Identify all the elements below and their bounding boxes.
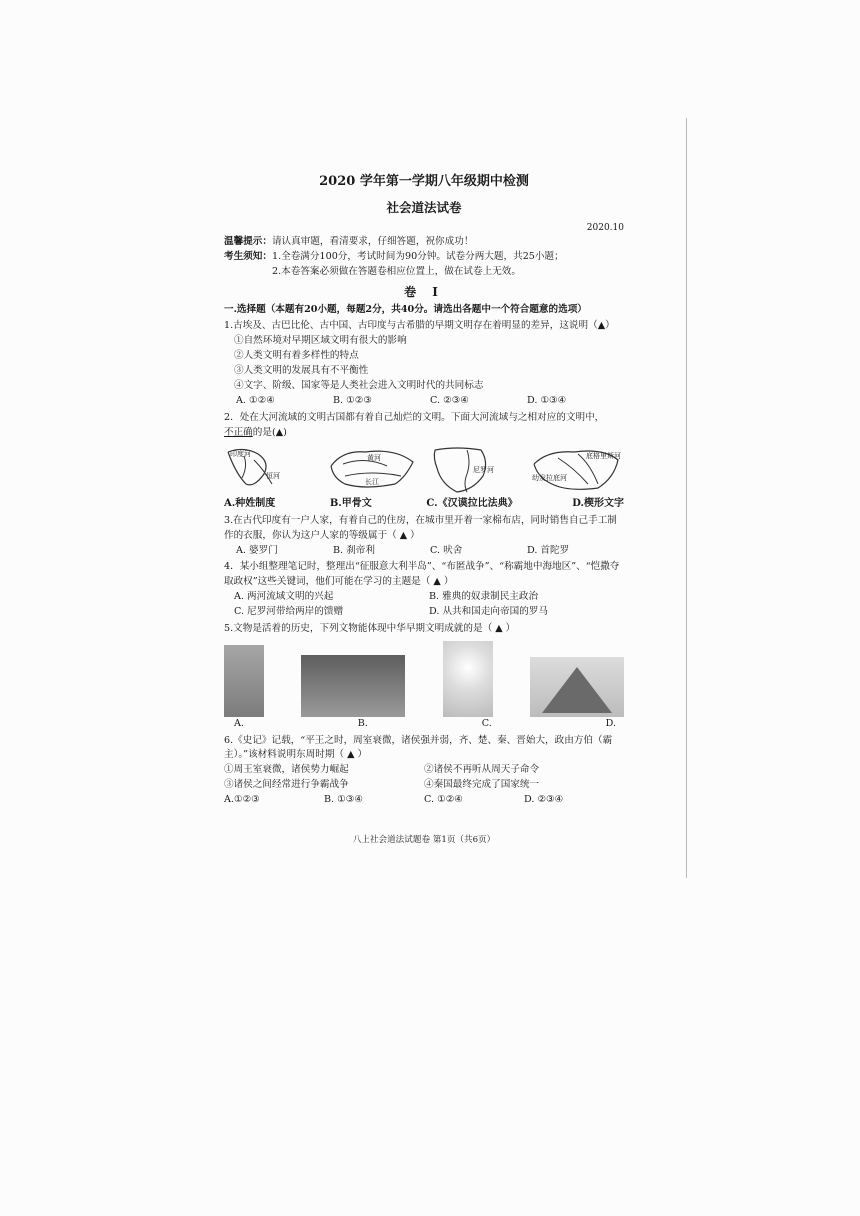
map-label: 幼发拉底河	[531, 474, 567, 483]
exam-title: 2020 学年第一学期八年级期中检测	[319, 174, 529, 189]
map-label: 尼罗河	[472, 466, 494, 475]
question-2-stem: 2．处在大河流域的文明古国都有着自己灿烂的文明。下面大河流域与之相对应的文明中，	[224, 411, 605, 423]
exam-subtitle: 社会道法试卷	[386, 200, 462, 216]
map-china	[325, 444, 421, 494]
scan-edge-line	[686, 118, 687, 878]
option-a: A.	[234, 717, 244, 729]
notice-block	[224, 235, 624, 280]
option-a: A. ①②④	[236, 394, 275, 406]
option-d: D.	[605, 717, 616, 729]
question-4-options	[224, 590, 624, 620]
option-b: B.甲骨文	[329, 498, 372, 510]
map-egypt	[427, 444, 523, 494]
rule-1: 1.全卷满分100分，考试时间为90分钟。试卷分两大题，共25小题；	[271, 251, 564, 263]
option-c: C. ①②④	[424, 794, 463, 806]
option-a: A. 婆罗门	[236, 544, 278, 556]
option-c: C. ②③④	[430, 394, 469, 406]
option-d: D.楔形文字	[572, 498, 624, 510]
map-label: 黄河	[367, 454, 382, 463]
question-1	[224, 319, 624, 408]
option-d: D. 从共和国走向帝国的罗马	[429, 606, 548, 618]
question-6-stem: 6.《史记》记载，“平王之时，周室衰微，诸侯强并弱，齐、楚、秦、晋始大，政由方伯（霸主）。”该材料说明东周时期（ ▲ ）	[224, 734, 613, 761]
option-c: C.	[481, 717, 492, 729]
rule-2: 2.本卷答案必须做在答题卷相应位置上，做在试卷上无效。	[272, 266, 521, 278]
page-footer: 八上社会道法试题卷 第1页（共6页）	[352, 834, 496, 845]
rules-line	[224, 250, 624, 265]
option-d: D. ②③④	[524, 794, 564, 806]
question-3-stem: 3.在古代印度有一户人家，有着自己的住房，在城市里开着一家棉布店，同时销售自己手工制作的衣服，你认为这户人家的等级属于（ ▲ ）	[224, 514, 617, 541]
exam-date: 2020.10	[586, 222, 624, 233]
river-maps	[224, 444, 624, 494]
pyramid-shape	[542, 667, 612, 713]
list-item: ③诸侯之间经常进行争霸战争	[224, 779, 349, 791]
list-item: ②人类文明有着多样性的特点	[234, 350, 359, 362]
tip-label: 温馨提示：	[224, 236, 272, 248]
question-5-options	[224, 717, 624, 732]
exam-content	[224, 168, 624, 847]
option-c: C.《汉谟拉比法典》	[426, 498, 518, 510]
map-label: 底格里斯河	[585, 452, 621, 461]
rules-label: 考生须知：	[224, 251, 272, 263]
emphasis-text: 不正确	[224, 426, 253, 438]
artifact-image-a	[224, 645, 264, 717]
option-c: C. 尼罗河带给两岸的馈赠	[234, 606, 344, 618]
question-1-items	[224, 334, 624, 393]
list-item: ③人类文明的发展具有不平衡性	[234, 365, 369, 377]
option-a: A. 两河流域文明的兴起	[234, 591, 334, 603]
option-b: B. 雅典的奴隶制民主政治	[429, 591, 539, 603]
question-1-options	[224, 394, 624, 409]
map-label: 恒河	[266, 472, 280, 481]
map-label: 印度河	[230, 450, 251, 459]
question-2-stem-end: 的是(▲)	[252, 426, 287, 438]
section-label: 卷 Ⅰ	[404, 285, 444, 300]
artifact-image-b	[301, 655, 405, 717]
map-mesopotamia	[528, 444, 624, 494]
list-item: ④文字、阶级、国家等是人类社会进入文明时代的共同标志	[234, 379, 484, 391]
map-india	[224, 444, 320, 494]
tip-text: 请认真审题，看清要求，仔细答题，祝你成功！	[271, 236, 474, 248]
section-heading: 一.选择题（本题有20小题，每题2分，共40分。请选出各题中一个符合题意的选项）	[224, 303, 587, 315]
question-5-stem: 5.文物是活着的历史，下列文物能体现中华早期文明成就的是（ ▲ ）	[224, 622, 516, 634]
option-d: D. ①③④	[527, 394, 567, 406]
question-4	[224, 560, 624, 619]
question-2-stem-line2	[224, 426, 624, 441]
question-6-options	[224, 793, 624, 808]
list-item: ①自然环境对早期区域文明有很大的影响	[234, 335, 407, 347]
map-label: 长江	[365, 478, 380, 487]
question-3	[224, 514, 624, 559]
question-6-items	[224, 763, 624, 793]
option-b: B. ①③④	[324, 794, 363, 806]
map-options	[224, 496, 624, 512]
option-d: D. 首陀罗	[527, 544, 570, 556]
option-a: A.种姓制度	[224, 498, 276, 510]
artifact-images	[224, 641, 624, 717]
question-4-stem: 4．某小组整理笔记时，整理出“征服意大利半岛”、“布匿战争”、“称霸地中海地区”、“恺撒夺取政权”这些关键词，他们可能在学习的主题是（ ▲ ）	[224, 561, 620, 588]
option-b: B. 刹帝利	[333, 544, 375, 556]
tip-line	[224, 235, 624, 250]
option-b: B.	[357, 717, 368, 729]
list-item: ④秦国最终完成了国家统一	[424, 779, 540, 791]
list-item: ②诸侯不再听从周天子命令	[424, 764, 540, 776]
list-item: ①周王室衰微，诸侯势力崛起	[224, 764, 349, 776]
option-c: C. 吠舍	[430, 544, 463, 556]
question-3-options	[224, 544, 624, 559]
question-1-stem: 1.古埃及、古巴比伦、古中国、古印度与古希腊的早期文明存在着明显的差异，这说明（▲）	[224, 320, 615, 332]
option-b: B. ①②③	[333, 394, 372, 406]
question-5	[224, 622, 624, 732]
artifact-image-d	[530, 657, 624, 717]
question-2	[224, 411, 624, 512]
option-a: A.①②③	[224, 794, 260, 806]
artifact-image-c	[443, 641, 493, 717]
question-6	[224, 734, 624, 808]
